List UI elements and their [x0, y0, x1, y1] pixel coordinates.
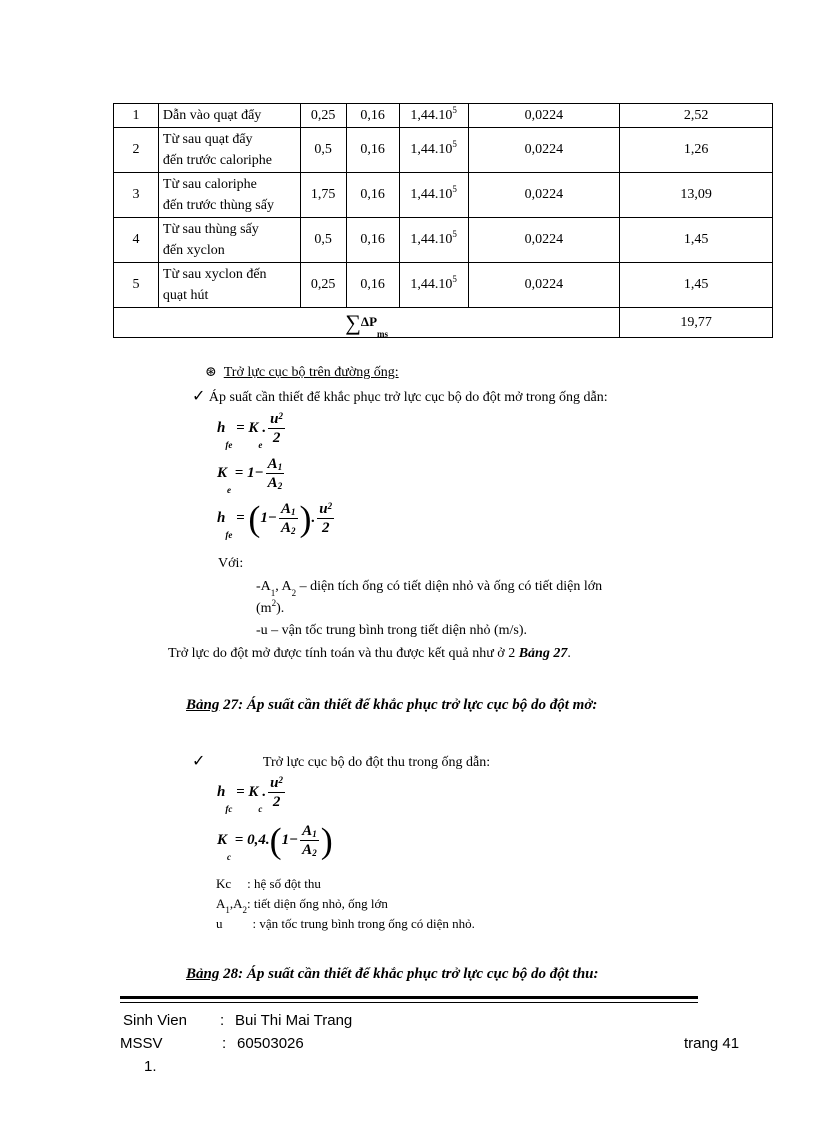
u-definition: u : vận tốc trung bình trong ống có diện nhỏ.: [216, 916, 475, 931]
item-sudden-contraction: ✓ Trở lực cục bộ do đột thu trong ống dẫn:: [192, 751, 491, 770]
row-lambda: 0,0224: [468, 128, 620, 173]
formula-hfe: $h_{fe} = K_e$. $\frac{u^2}{2}$: [217, 411, 284, 450]
row-reynolds: [399, 128, 468, 173]
row-lambda: 0,0224: [468, 263, 620, 308]
description-line: quạt hút: [162, 288, 209, 303]
row-description: [158, 128, 300, 173]
table-row: [114, 173, 773, 218]
reynolds-exponent: 5: [452, 104, 457, 115]
caption-table-27: Bảng 27: Áp suất cần thiết để khắc phục trở lực cục bộ do đột mở:: [186, 697, 598, 713]
row-description: [158, 218, 300, 263]
row-length: 0,25: [300, 263, 346, 308]
row-number: 1: [114, 104, 159, 128]
row-length: 1,75: [300, 173, 346, 218]
reynolds-base: 1,44.10: [410, 232, 453, 247]
definition-a: $-A_1$, $A_2$ – diện tích ống có tiết diện nhỏ và ống có tiết diện lớn: [256, 579, 603, 598]
check-icon-2: ✓: [192, 751, 206, 770]
caption-table-28: Bảng 28: Áp suất cần thiết để khắc phục trở lực cục bộ do đột thu:: [186, 966, 599, 982]
footer-list-number: 1.: [144, 1058, 157, 1075]
row-pressure-loss: 1,26: [620, 128, 773, 173]
row-diameter: 0,16: [346, 104, 399, 128]
footer-id-sep: :: [222, 1035, 227, 1052]
row-diameter: 0,16: [346, 173, 399, 218]
row-pressure-loss: 13,09: [620, 173, 773, 218]
row-length: 0,5: [300, 218, 346, 263]
row-diameter: 0,16: [346, 218, 399, 263]
row-pressure-loss: 1,45: [620, 263, 773, 308]
sum-label: ΔP: [360, 313, 378, 329]
description-line: Từ sau xyclon đến: [162, 267, 267, 282]
kc-definition: Kc : hệ số đột thu: [216, 876, 321, 891]
section-heading: ⊛ Trở lực cục bộ trên đường ống:: [205, 365, 399, 380]
footer-id-value: 60503026: [237, 1035, 304, 1052]
footer-student-sep: :: [220, 1012, 225, 1029]
footer-student-label: Sinh Vien: [123, 1012, 187, 1029]
formula-kc: $K_c = 0,4.(1-$ $\frac{A_1}{A_2}$ ): [217, 820, 333, 862]
footer-page-number: trang 41: [684, 1035, 740, 1052]
formula-ke: $K_e = 1-$ $\frac{A_1}{A_2}$: [217, 456, 283, 495]
sum-symbol: ∑: [345, 309, 361, 335]
sum-row: [114, 308, 773, 338]
row-number: 3: [114, 173, 159, 218]
row-pressure-loss: 1,45: [620, 218, 773, 263]
formula-hfc: $h_{fc} = K_c$. $\frac{u^2}{2}$: [217, 775, 284, 814]
row-number: 4: [114, 218, 159, 263]
row-description: [158, 173, 300, 218]
footer-rule-thick: [120, 996, 698, 999]
row-number: 5: [114, 263, 159, 308]
sum-sub: ms: [377, 328, 389, 339]
description-line: Từ sau caloriphe: [162, 177, 257, 192]
table-row: [114, 218, 773, 263]
sum-value: 19,77: [620, 308, 773, 338]
row-lambda: 0,0224: [468, 218, 620, 263]
description-line: Từ sau quạt đẩy: [162, 132, 253, 147]
reynolds-base: 1,44.10: [410, 277, 453, 292]
row-length: 0,5: [300, 128, 346, 173]
pressure-loss-table: [113, 103, 773, 338]
row-pressure-loss: 2,52: [620, 104, 773, 128]
row-reynolds: [399, 104, 468, 128]
definition-u: -u – vận tốc trung bình trong tiết diện nhỏ (m/s).: [256, 623, 528, 638]
sum-label-cell: [114, 308, 620, 338]
row-reynolds: [399, 173, 468, 218]
description-line: đến trước caloriphe: [162, 153, 272, 168]
description-line: Từ sau thùng sấy: [162, 222, 259, 237]
row-description: [158, 104, 300, 128]
formula-hfe-expanded: $h_{fe} = (1-$ $\frac{A_1}{A_2}$ ). $\frac{u^2}{2}$: [217, 498, 333, 540]
bullet-icon: ⊛: [205, 365, 217, 380]
with-label: Với:: [218, 556, 244, 571]
result-text: Trở lực do đột mở được tính toán và thu được kết quả như ở 2 Bảng 27.: [168, 646, 571, 661]
reynolds-exponent: 5: [452, 229, 457, 239]
row-reynolds: [399, 263, 468, 308]
footer-student-name: Bui Thi Mai Trang: [235, 1012, 353, 1029]
reynolds-base: 1,44.10: [410, 142, 453, 157]
row-reynolds: [399, 218, 468, 263]
table-row: [114, 263, 773, 308]
row-diameter: 0,16: [346, 263, 399, 308]
row-lambda: 0,0224: [468, 173, 620, 218]
table-row: [114, 104, 773, 128]
description-line: Dẫn vào quạt đẩy: [162, 108, 262, 123]
definition-a-unit: $(m^2)$.: [256, 598, 285, 616]
table-row: [114, 128, 773, 173]
reynolds-base: 1,44.10: [410, 107, 453, 123]
a-definition: $A_1,A_2$: tiết diện ống nhỏ, ống lớn: [216, 896, 388, 915]
row-description: [158, 263, 300, 308]
reynolds-base: 1,44.10: [410, 187, 453, 202]
description-line: đến xyclon: [162, 243, 225, 258]
check-icon: ✓: [192, 386, 206, 405]
footer-rule-thin: [120, 1002, 698, 1003]
reynolds-exponent: 5: [452, 274, 457, 284]
description-line: đến trước thùng sấy: [162, 198, 274, 213]
footer-id-label: MSSV: [120, 1035, 163, 1052]
row-length: 0,25: [300, 104, 346, 128]
row-number: 2: [114, 128, 159, 173]
row-lambda: 0,0224: [468, 104, 620, 128]
row-diameter: 0,16: [346, 128, 399, 173]
item-sudden-expansion: ✓ Áp suất cần thiết để khắc phục trở lực cục bộ do đột mở trong ống dẫn:: [192, 386, 608, 405]
reynolds-exponent: 5: [452, 184, 457, 194]
reynolds-exponent: 5: [452, 139, 457, 149]
